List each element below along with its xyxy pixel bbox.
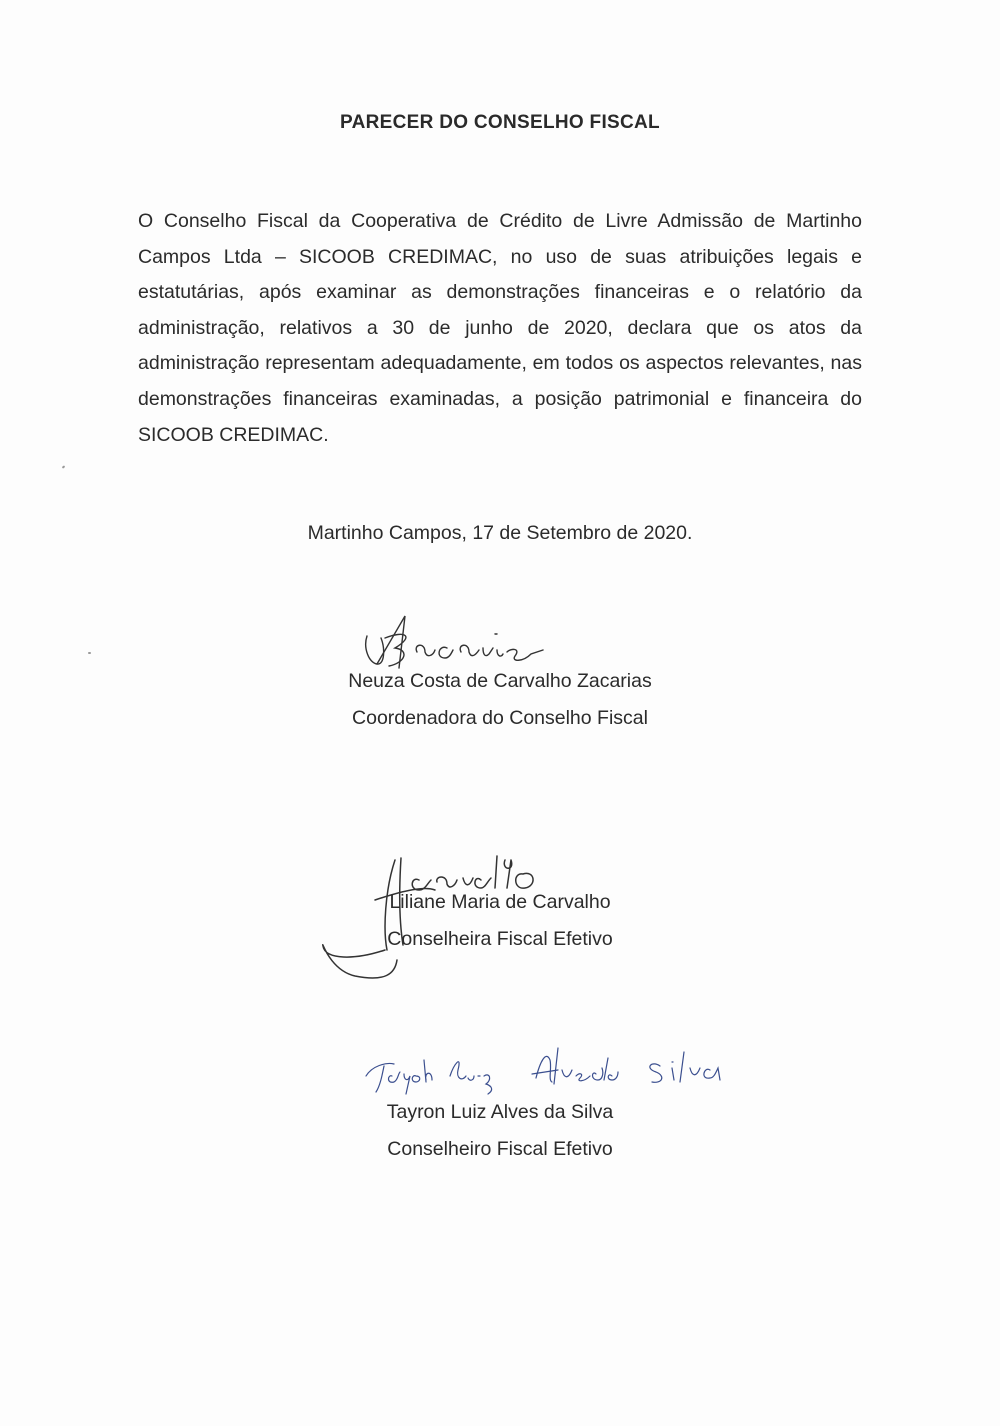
document-body: O Conselho Fiscal da Cooperativa de Crédito de Livre Admissão de Martinho Campos Ltda – SICOOB CREDIMAC, no uso de suas atribuições legais e estatutárias, após examinar as demonstrações financeiras e o relatório da administração, relativos a 30 de junho de 2020, declara que os atos da administração representam adequadamente, em todos os aspectos relevantes, nas demonstrações financeiras examinadas, a posição patrimonial e financeira do SICOOB CREDIMAC. bbox=[138, 210, 862, 446]
signatory-block-1 bbox=[0, 663, 1000, 737]
signatory-role: Coordenadora do Conselho Fiscal bbox=[352, 707, 648, 729]
scan-speck bbox=[88, 652, 91, 654]
place-date: Martinho Campos, 17 de Setembro de 2020. bbox=[307, 522, 693, 544]
signatory-block-3 bbox=[0, 1094, 1000, 1168]
signatory-name: Neuza Costa de Carvalho Zacarias bbox=[348, 670, 652, 692]
document-title: PARECER DO CONSELHO FISCAL bbox=[340, 112, 660, 133]
signatory-name: Tayron Luiz Alves da Silva bbox=[386, 1101, 614, 1123]
scan-speck bbox=[62, 465, 66, 468]
signatory-role: Conselheiro Fiscal Efetivo bbox=[387, 1138, 613, 1160]
signature-tayron bbox=[362, 1040, 742, 1100]
signatory-name: Liliane Maria de Carvalho bbox=[389, 891, 611, 913]
signatory-role: Conselheira Fiscal Efetivo bbox=[387, 928, 613, 950]
signatory-block-2 bbox=[0, 884, 1000, 958]
